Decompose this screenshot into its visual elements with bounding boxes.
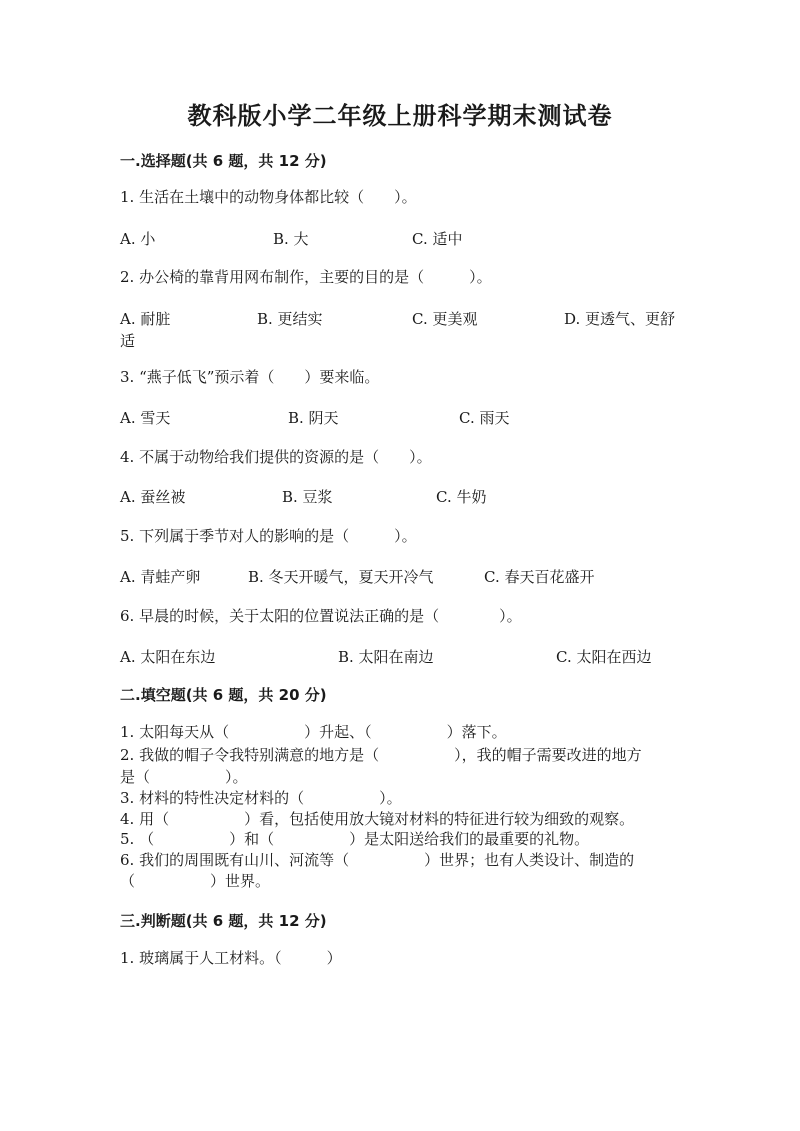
question-1-1-option-b: B. 大 [273,230,309,248]
question-1-3-option-b: B. 阴天 [288,409,339,427]
exam-title: 教科版小学二年级上册科学期末测试卷 [187,101,613,130]
fill-line-1: 1. 太阳每天从（ ）升起、（ ）落下。 [120,723,507,741]
fill-line-4: 4. 用（ ）看，包括使用放大镜对材料的特征进行较为细致的观察。 [120,810,635,828]
question-1-2-option-a: A. 耐脏 [120,310,171,328]
question-1-5-option-c: C. 春天百花盛开 [484,568,595,586]
question-1-6-option-c: C. 太阳在西边 [556,648,652,666]
question-1-2-option-b: B. 更结实 [257,310,323,328]
question-1-3-stem: 3. “燕子低飞”预示着（ ）要来临。 [120,368,380,386]
fill-line-2-cont: 是（ ）。 [120,768,248,786]
fill-line-6-cont: （ ）世界。 [120,872,271,890]
section-3-heading: 三.判断题(共 6 题，共 12 分) [120,912,327,930]
question-1-3-option-a: A. 雪天 [120,409,171,427]
question-1-4-option-b: B. 豆浆 [282,488,333,506]
question-1-4-option-a: A. 蚕丝被 [120,488,186,506]
question-1-5-stem: 5. 下列属于季节对人的影响的是（ ）。 [120,527,417,545]
question-1-6-stem: 6. 早晨的时候，关于太阳的位置说法正确的是（ ）。 [120,607,522,625]
question-1-4-option-c: C. 牛奶 [436,488,487,506]
fill-line-6: 6. 我们的周围既有山川、河流等（ ）世界；也有人类设计、制造的 [120,851,635,869]
question-1-2-option-d-wrap: 适 [120,332,136,350]
section-2-heading: 二.填空题(共 6 题，共 20 分) [120,686,327,704]
question-1-2-option-c: C. 更美观 [412,310,478,328]
question-1-3-option-c: C. 雨天 [459,409,510,427]
question-1-2-option-d: D. 更透气、更舒 [564,310,676,328]
question-3-1-stem: 1. 玻璃属于人工材料。（ ） [120,949,342,967]
question-1-6-option-a: A. 太阳在东边 [120,648,216,666]
section-1-heading: 一.选择题(共 6 题，共 12 分) [120,152,327,170]
fill-line-2: 2. 我做的帽子令我特别满意的地方是（ ），我的帽子需要改进的地方 [120,746,642,764]
fill-line-5: 5. （ ）和（ ）是太阳送给我们的最重要的礼物。 [120,830,590,848]
question-1-6-option-b: B. 太阳在南边 [338,648,434,666]
fill-line-3: 3. 材料的特性决定材料的（ ）。 [120,789,402,807]
question-1-5-option-b: B. 冬天开暖气，夏天开冷气 [248,568,434,586]
question-1-2-stem: 2. 办公椅的靠背用网布制作，主要的目的是（ ）。 [120,268,492,286]
question-1-1-stem: 1. 生活在土壤中的动物身体都比较（ ）。 [120,188,417,206]
question-1-1-option-a: A. 小 [120,230,156,248]
question-1-4-stem: 4. 不属于动物给我们提供的资源的是（ ）。 [120,448,432,466]
question-1-5-option-a: A. 青蛙产卵 [120,568,201,586]
question-1-1-option-c: C. 适中 [412,230,463,248]
